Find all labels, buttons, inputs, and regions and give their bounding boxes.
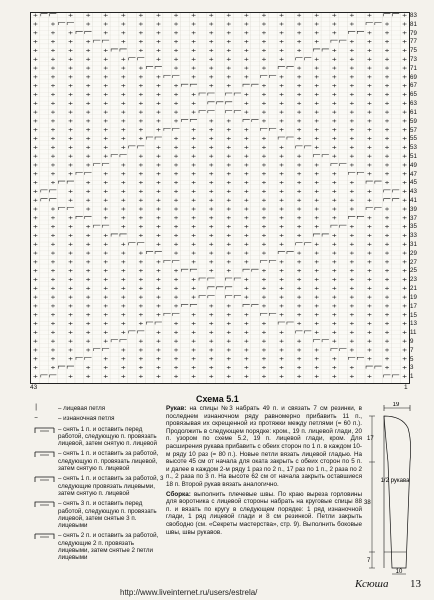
row-number: 53	[410, 144, 417, 152]
row-number: 83	[410, 12, 417, 19]
legend	[34, 405, 164, 565]
legend-item	[34, 450, 164, 472]
row-number: 55	[410, 135, 417, 143]
row-number: 63	[410, 100, 417, 108]
assembly-title: Сборка:	[166, 490, 191, 498]
legend-symbol-icon	[34, 500, 58, 508]
legend-text: – снять 2 п. и оставить за работой, следующие 2 п. провязать лицевыми, затем снятые 2 петли лицевыми	[58, 532, 159, 562]
row-number: 5	[410, 355, 414, 363]
row-number: 69	[410, 73, 417, 81]
row-number: 19	[410, 293, 417, 301]
row-number: 47	[410, 170, 417, 178]
row-number: 79	[410, 29, 417, 37]
row-number: 1	[410, 373, 414, 381]
legend-item	[34, 475, 164, 497]
row-number: 29	[410, 249, 417, 257]
knitting-chart	[30, 12, 410, 384]
row-number: 17	[410, 302, 417, 310]
row-number: 35	[410, 223, 417, 231]
row-number: 61	[410, 108, 417, 116]
legend-item	[34, 500, 164, 529]
row-number: 45	[410, 179, 417, 187]
row-number: 7	[410, 346, 414, 354]
row-number: 11	[410, 329, 417, 337]
sleeve-paragraph	[166, 405, 362, 489]
row-number: 77	[410, 38, 417, 46]
column-number-right: 1	[404, 384, 408, 391]
legend-item	[34, 405, 164, 412]
row-number: 27	[410, 258, 417, 266]
height-lower-label: 7	[367, 558, 371, 564]
row-number: 3	[410, 364, 414, 372]
column-number-left: 43	[30, 384, 38, 391]
row-number: 31	[410, 241, 417, 249]
row-number: 67	[410, 82, 417, 90]
legend-text: – лицевая петля	[58, 405, 106, 412]
legend-text: – снять 3 п. и оставить перед работой, следующую п. провязать лицевой, затем снятые 3 п. лицевыми	[58, 500, 157, 530]
legend-symbol-icon	[34, 450, 58, 458]
legend-symbol-icon	[34, 532, 58, 540]
row-number: 57	[410, 126, 417, 134]
row-number: 43	[410, 188, 417, 196]
source-watermark[interactable]: http://www.liveinternet.ru/users/estrela/	[120, 588, 258, 597]
page-number: 13	[410, 578, 421, 590]
row-number: 41	[410, 197, 417, 204]
legend-item	[34, 532, 164, 561]
row-number: 33	[410, 232, 417, 240]
sleeve-title: Рукав:	[166, 405, 187, 412]
row-number: 21	[410, 285, 417, 293]
row-number: 25	[410, 267, 417, 275]
row-number: 9	[410, 337, 414, 345]
width-top-label: 19	[392, 402, 400, 408]
legend-symbol-icon	[34, 426, 58, 434]
sleeve-text: на спицы №3 набрать 49 п. и связать 7 см резинки, в последнем изнаночном ряду равномерно прибавить 11 п., провязывая их скрещенной из протяжки между петлями (= 60 п.). Продолжить в следующем порядке: кром., 19 п. лицевой глади, 20 п. узором по схеме 5.2, 19 п. лицевой глади, кром. Для расширения рукава прибавить с обеих сторон по 1 п. в каждом 10-м ряду 10 раз (= 80 п.). Новые петли вязать лицевой гладью. На высоте 45 см от начала для оката закрыть с обеих сторон по 5 п. и далее в каждом 2-м ряду 1 раз по 2 п., 17 раз по 1 п., 2 раза по 2 п., 2 раза по 3 п. На высоте 62 см от начала закрыть оставшиеся 18 п. Второй рукав вязать аналогично.	[166, 405, 363, 488]
sleeve-pattern-diagram	[362, 402, 432, 577]
row-number: 65	[410, 91, 417, 99]
scheme-title: Схема 5.1	[196, 394, 239, 404]
legend-text: – снять 1 п. и оставить перед работой, следующую п. провязать лицевой, затем снятую п. лицевой	[58, 425, 157, 448]
row-number: 37	[410, 214, 417, 222]
height-upper-label: 17	[367, 436, 374, 442]
row-number: 15	[410, 311, 417, 319]
sleeve-diagram-svg	[362, 402, 432, 577]
sleeve-label: 1/2 рукава	[380, 478, 410, 484]
assembly-text: выполнить плечевые швы. По краю выреза горловины для воротника с лицевой стороны набрать на круговые спицы 88 п. и вязать по кругу в следующем порядке: 1 ряд изнаночной глади, 1 ряд лицевой глади и 8 см резинкой. Петли закрыть свободно (см. «Секреты мастерства», стр. 9). Выполнить боковые швы, швы рукавов.	[166, 490, 362, 536]
assembly-paragraph	[166, 491, 362, 537]
legend-text: – изнаночная петля	[58, 415, 115, 423]
row-number: 13	[410, 320, 417, 328]
row-number: 81	[410, 20, 417, 28]
row-number: 39	[410, 205, 417, 213]
legend-text: – снять 1 п. и оставить за работой, 3 следующие провязать лицевыми, затем снятую п. лицевой	[58, 475, 164, 497]
row-number: 51	[410, 152, 417, 160]
chart-grid	[31, 13, 409, 383]
legend-text: – снять 1 п. и оставить за работой, следующую п. провязать лицевой, затем снятую п. лицевой	[58, 450, 159, 473]
legend-item	[34, 415, 164, 422]
row-number: 71	[410, 64, 417, 72]
row-number: 23	[410, 276, 417, 284]
width-bottom-label: 10	[395, 569, 403, 575]
row-numbers	[410, 12, 432, 382]
row-number: 73	[410, 56, 417, 64]
height-total-label: 38	[364, 500, 371, 506]
row-number: 75	[410, 47, 417, 55]
legend-symbol-icon	[34, 475, 58, 483]
row-number: 59	[410, 117, 417, 125]
instructions	[166, 405, 362, 536]
row-number: 49	[410, 161, 417, 169]
chart-symbols	[33, 14, 406, 378]
legend-symbol-icon: |	[34, 404, 39, 412]
legend-symbol-icon: –	[34, 414, 39, 423]
magazine-brand: Ксюша	[355, 578, 389, 590]
legend-item	[34, 426, 164, 448]
